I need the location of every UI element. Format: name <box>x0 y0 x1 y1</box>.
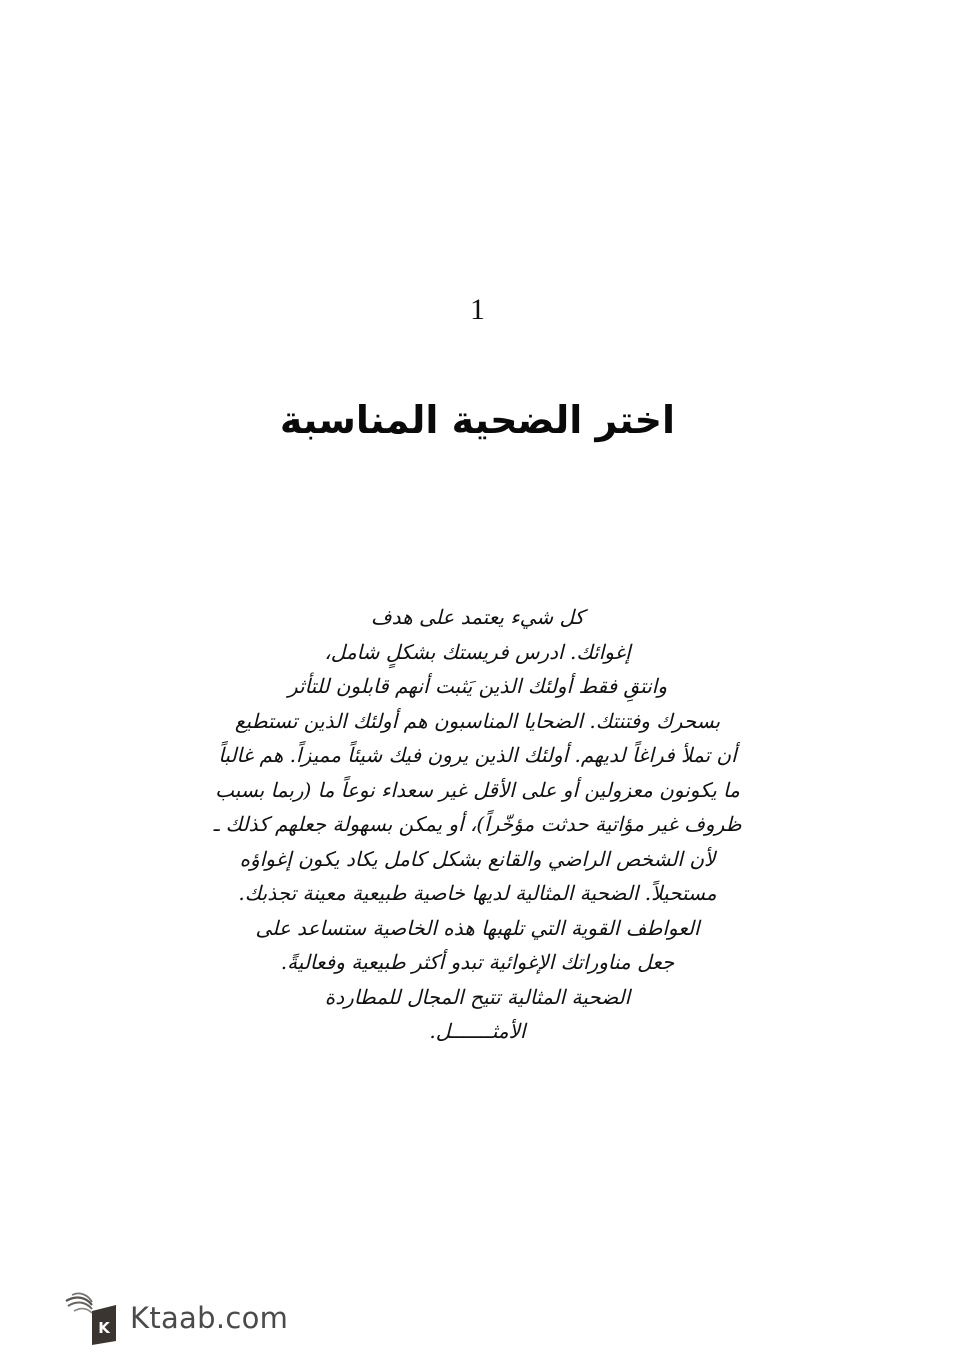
chapter-number: 1 <box>470 293 485 326</box>
book-icon <box>62 1291 120 1345</box>
epigraph-line: ظروف غير مؤاتية حدثت مؤخّراً)، أو يمكن بسهولة جعلهم كذلك ـ <box>213 812 742 836</box>
epigraph-line: بسحرك وفتنتك. الضحايا المناسبون هم أولئك الذين تستطيع <box>234 708 721 733</box>
chapter-epigraph <box>200 600 755 1049</box>
epigraph-line: وانتقِ فقط أولئك الذين يَثبت أنهم قابلون للتأثر <box>287 674 668 698</box>
epigraph-line: العواطف القوية التي تلهبها هذه الخاصية ستساعد على <box>255 915 700 940</box>
epigraph-line: ما يكونون معزولين أو على الأقل غير سعداء نوعاً ما (ربما بسبب <box>215 777 740 802</box>
chapter-title: اختر الضحية المناسبة <box>279 398 676 442</box>
epigraph-line: إغوائك. ادرس فريستك بشكلٍ شامل، <box>324 639 631 664</box>
epigraph-line: لأن الشخص الراضي والقانع بشكل كامل يكاد يكون إغواؤه <box>239 846 716 871</box>
epigraph-line: جعل مناوراتك الإغوائية تبدو أكثر طبيعية وفعاليةً. <box>280 950 675 974</box>
ktaab-logo[interactable] <box>62 1290 288 1346</box>
epigraph-line: الضحية المثالية تتيح المجال للمطاردة <box>324 984 631 1009</box>
epigraph-line: الأمثـــــــل. <box>429 1019 526 1043</box>
epigraph-line: أن تملأ فراغاً لديهم. أولئك الذين يرون فيك شيئاً مميزاً. هم غالباً <box>218 743 737 767</box>
epigraph-line: مستحيلاً. الضحية المثالية لديها خاصية طبيعية معينة تجذبك. <box>238 881 717 905</box>
epigraph-line: كل شيء يعتمد على هدف <box>370 605 585 629</box>
svg-text:K: K <box>98 1319 110 1337</box>
ktaab-logo-text[interactable]: Ktaab.com <box>130 1301 289 1335</box>
